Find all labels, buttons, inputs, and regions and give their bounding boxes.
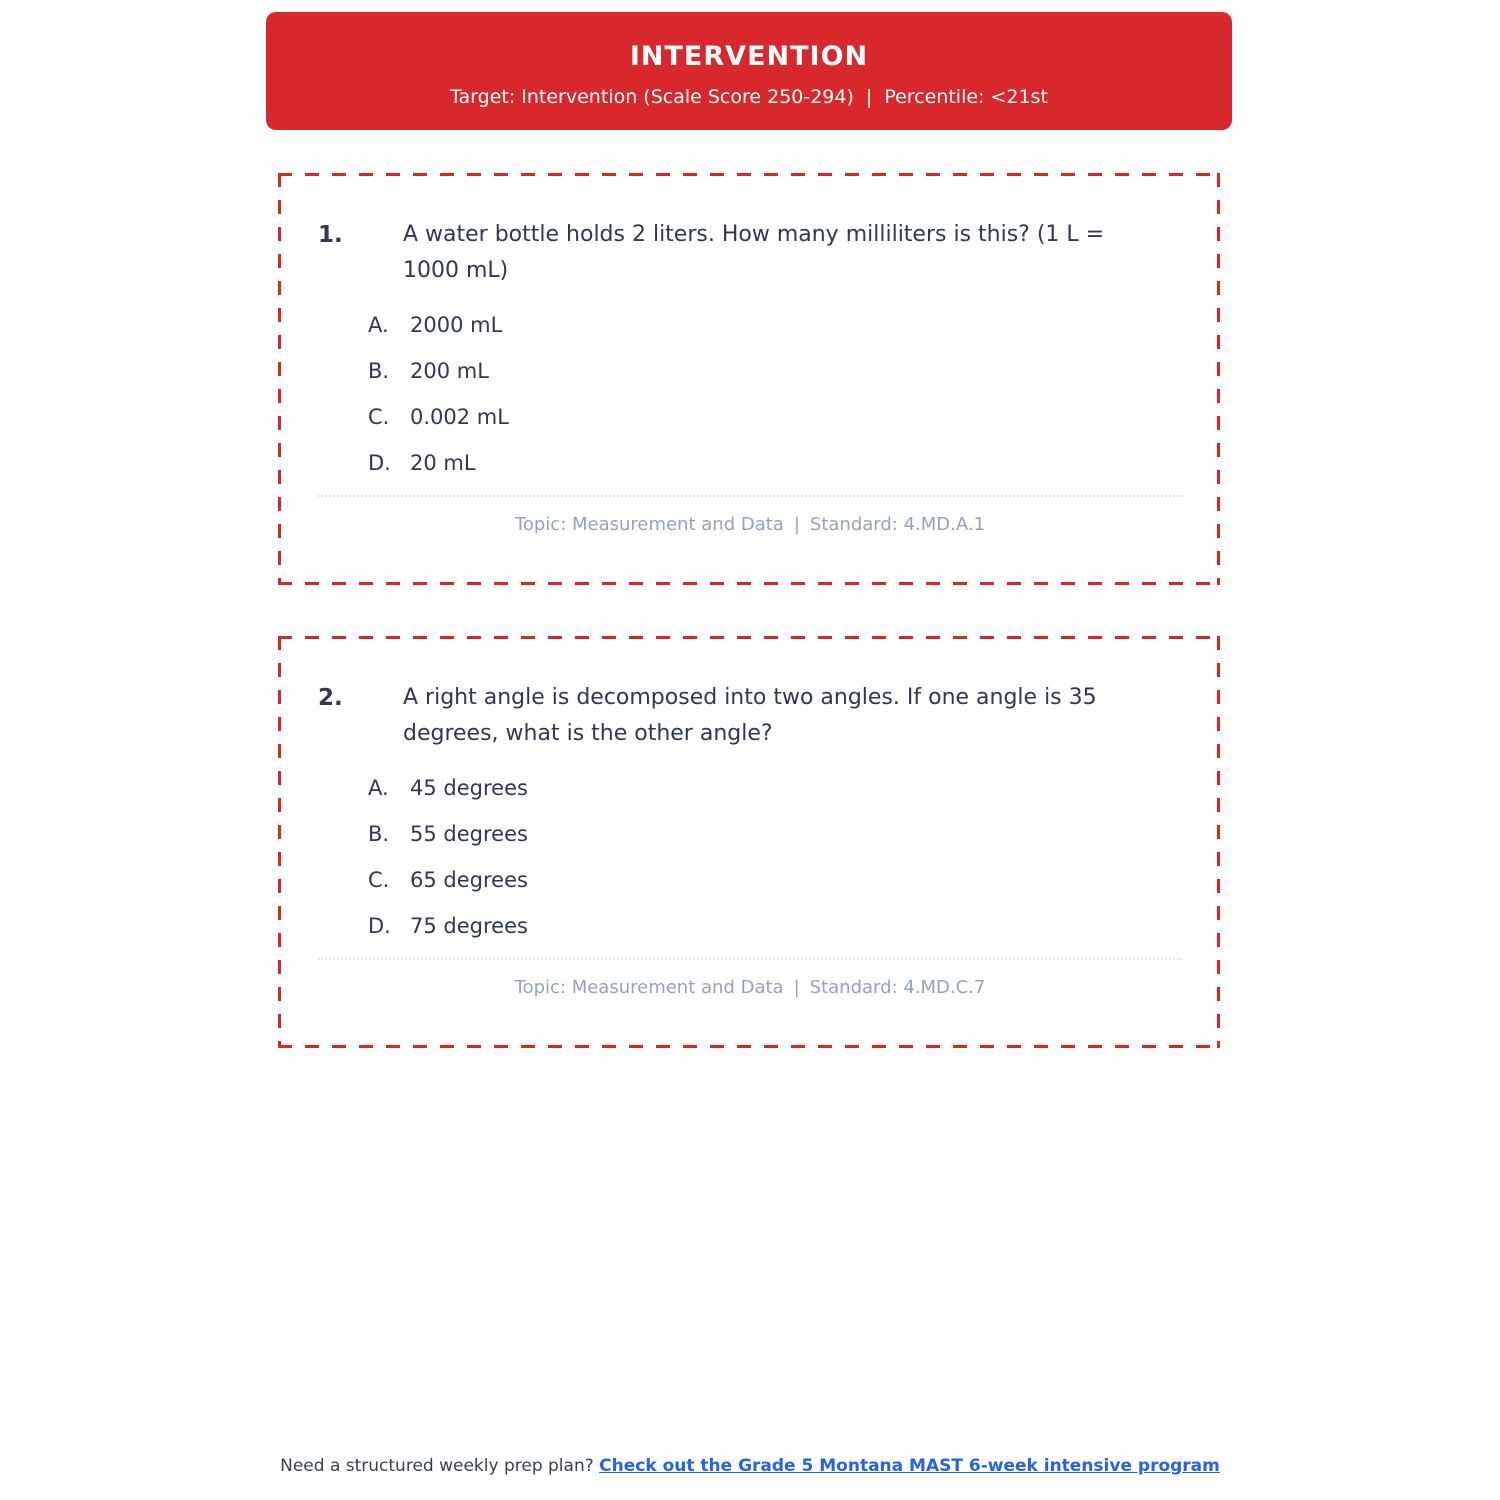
dotted-divider: [318, 958, 1182, 960]
answer-option-b: [368, 820, 1182, 848]
banner-percentile-label: Percentile: <21st: [884, 86, 1048, 108]
intervention-banner: [266, 12, 1232, 130]
banner-target-label: Target: Intervention (Scale Score 250-294): [450, 86, 854, 108]
answer-option-b: [368, 357, 1182, 385]
answer-option-c: [368, 866, 1182, 894]
dotted-divider: [318, 495, 1182, 497]
banner-title: INTERVENTION: [629, 41, 869, 72]
options-list: [368, 774, 1182, 940]
meta-divider: |: [793, 977, 800, 998]
options-list: [368, 311, 1182, 477]
option-text: 2000 mL: [410, 313, 503, 337]
footer-prompt: Need a structured weekly prep plan?: [280, 1456, 600, 1476]
option-text: 0.002 mL: [410, 405, 509, 429]
question-card-2: [278, 636, 1220, 1048]
option-text: 55 degrees: [410, 822, 528, 846]
option-letter: B.: [368, 359, 390, 383]
banner-divider: |: [865, 86, 873, 108]
standard-label: Standard: 4.MD.C.7: [809, 977, 986, 998]
question-card-2-inner: [278, 636, 1220, 1048]
option-text: 75 degrees: [410, 914, 528, 938]
standard-label: Standard: 4.MD.A.1: [809, 514, 986, 535]
option-letter: A.: [368, 776, 389, 800]
answer-option-d: [368, 912, 1182, 940]
option-text: 200 mL: [410, 359, 489, 383]
question-text: A right angle is decomposed into two angles. If one angle is 35 degrees, what is the other angle?: [403, 685, 1097, 746]
option-letter: A.: [368, 313, 389, 337]
option-text: 65 degrees: [410, 868, 528, 892]
answer-option-d: [368, 449, 1182, 477]
question-row: [318, 680, 1182, 752]
answer-option-c: [368, 403, 1182, 431]
question-meta: [318, 513, 1182, 537]
answer-option-a: [368, 774, 1182, 802]
meta-divider: |: [793, 514, 800, 535]
banner-subtitle: [266, 86, 1232, 108]
answer-option-a: [368, 311, 1182, 339]
option-letter: C.: [368, 868, 390, 892]
question-row: [318, 217, 1182, 289]
option-letter: B.: [368, 822, 390, 846]
question-card-1-inner: [278, 173, 1220, 585]
option-text: 45 degrees: [410, 776, 528, 800]
topic-label: Topic: Measurement and Data: [514, 514, 784, 535]
option-letter: D.: [368, 451, 391, 475]
question-meta: [318, 976, 1182, 1000]
topic-label: Topic: Measurement and Data: [514, 977, 784, 998]
option-letter: C.: [368, 405, 390, 429]
option-letter: D.: [368, 914, 391, 938]
page-footer: [0, 1456, 1500, 1476]
option-text: 20 mL: [410, 451, 476, 475]
question-number: 2.: [318, 685, 343, 711]
question-text: A water bottle holds 2 liters. How many milliliters is this? (1 L = 1000 mL): [403, 222, 1105, 283]
question-number: 1.: [318, 222, 343, 248]
footer-link[interactable]: Check out the Grade 5 Montana MAST 6-week intensive program: [599, 1456, 1220, 1476]
question-card-1: [278, 173, 1220, 585]
